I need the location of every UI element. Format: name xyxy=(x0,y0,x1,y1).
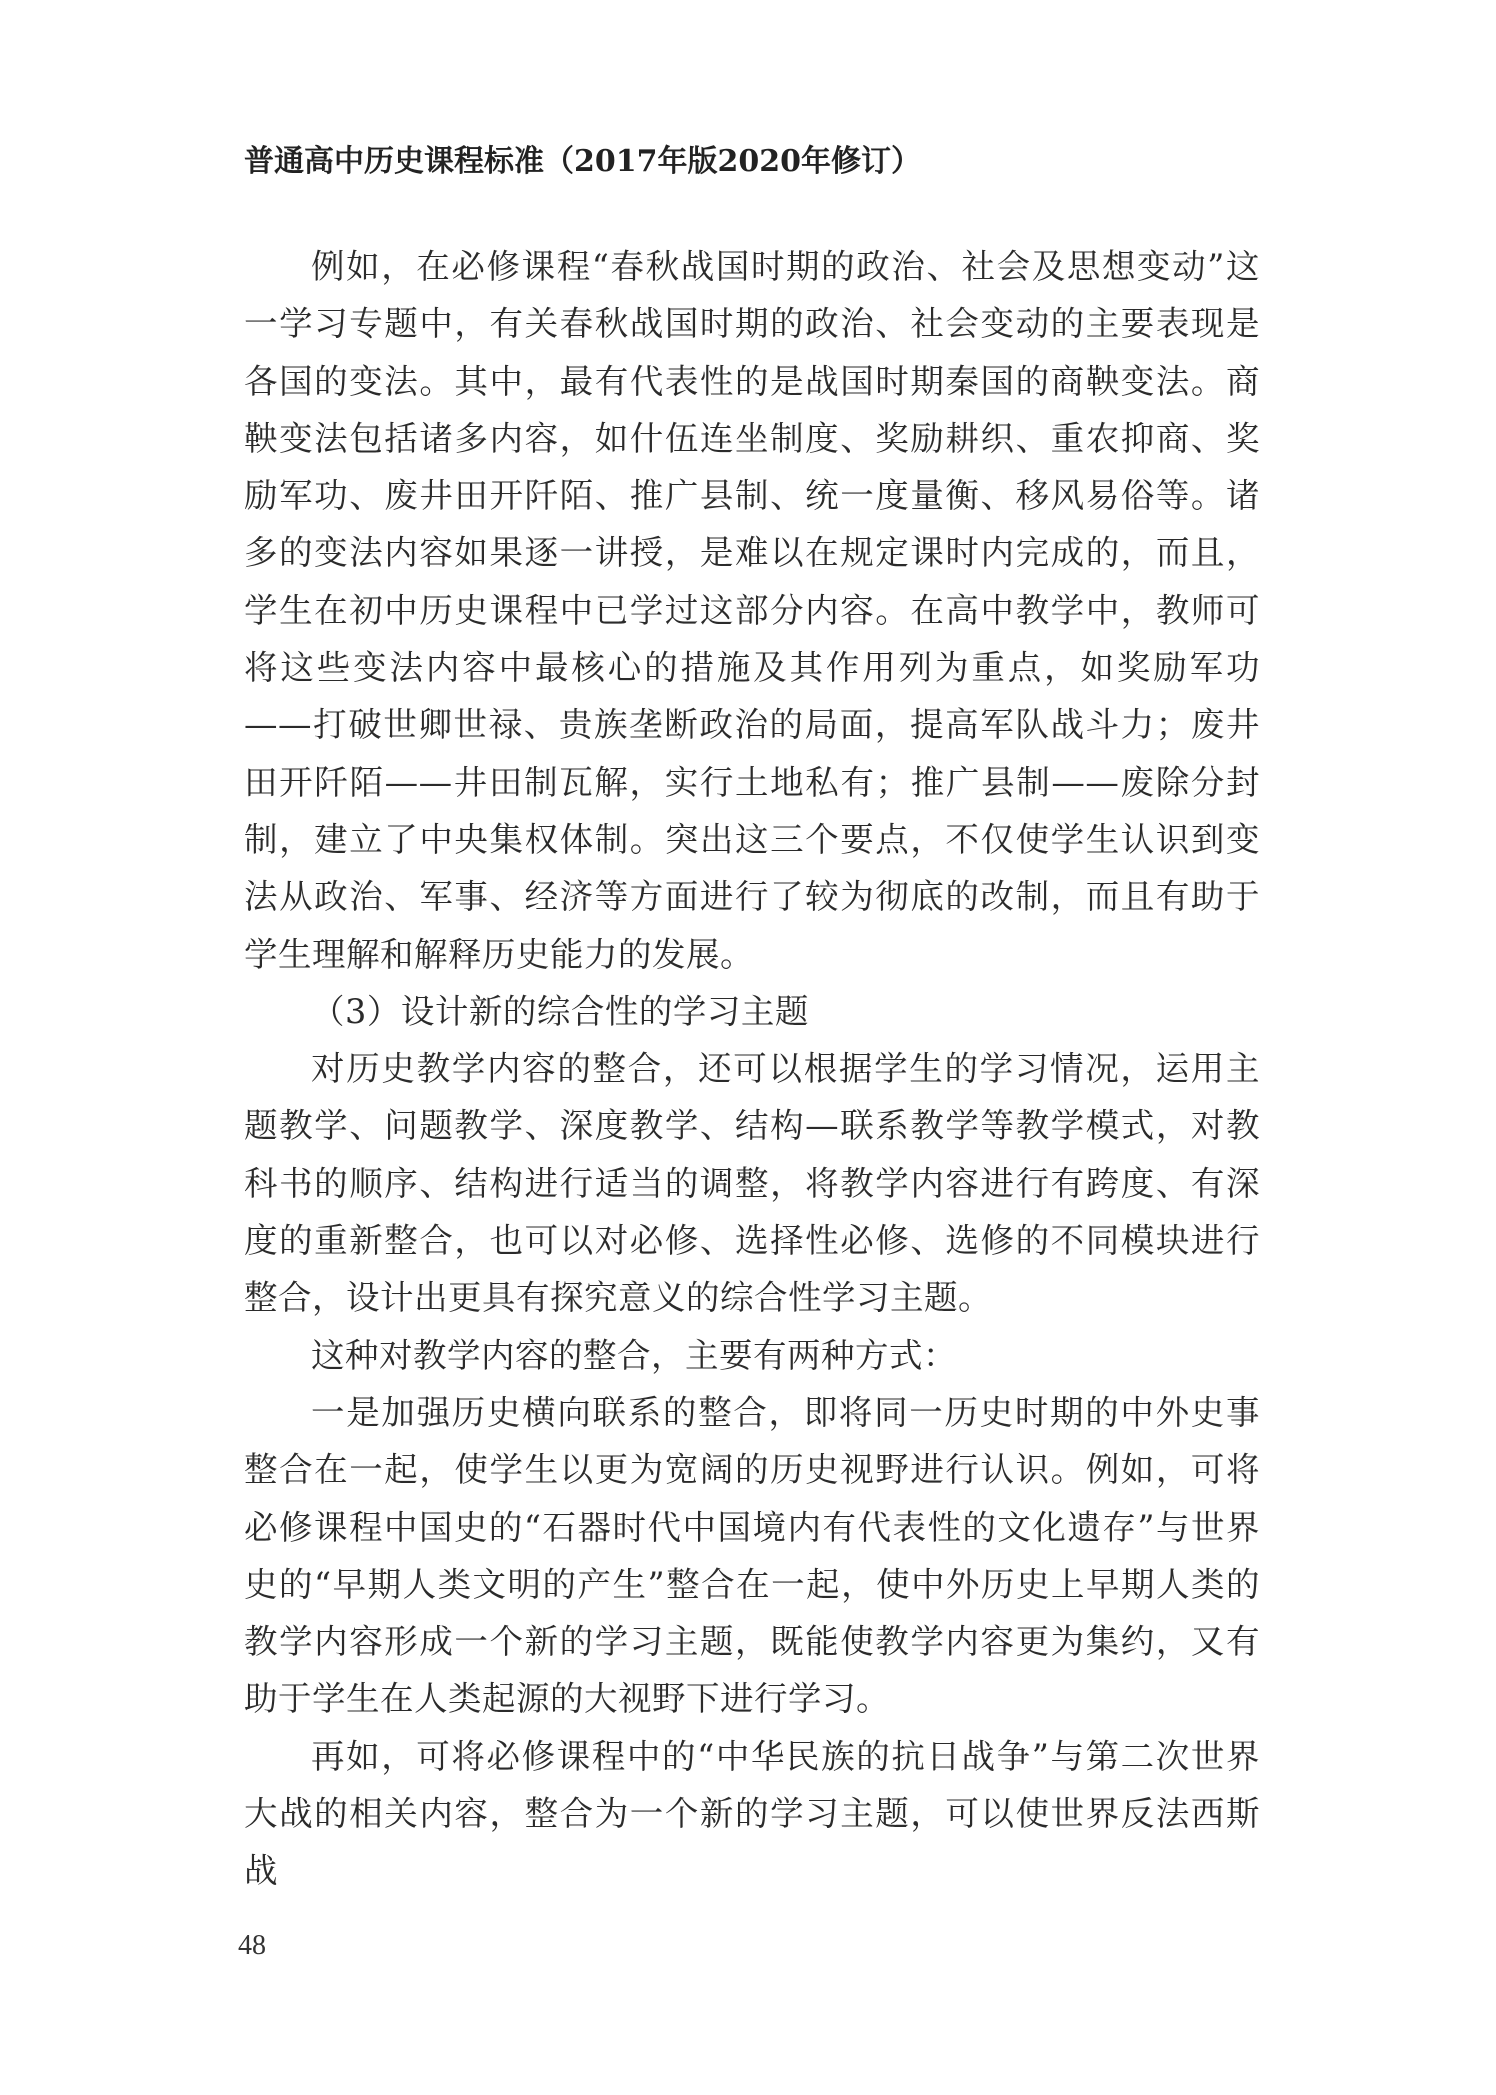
paragraph-two-methods: 这种对教学内容的整合，主要有两种方式： xyxy=(311,1335,957,1375)
section-heading-3: （3）设计新的综合性的学习主题 xyxy=(311,991,809,1031)
body-text xyxy=(244,238,1260,1900)
paragraph-integration: 对历史教学内容的整合，还可以根据学生的学习情况，运用主题教学、问题教学、深度教学、结构—联系教学等教学模式，对教科书的顺序、结构进行适当的调整，将教学内容进行有跨度、有深度的重新整合，也可以对必修、选择性必修、选修的不同模块进行整合，设计出更具有探究意义的综合性学习主题。 xyxy=(244,1049,1260,1318)
paragraph-shang-yang-example: 例如，在必修课程“春秋战国时期的政治、社会及思想变动”这一学习专题中，有关春秋战国时期的政治、社会变动的主要表现是各国的变法。其中，最有代表性的是战国时期秦国的商鞅变法。商鞅变法包括诸多内容，如什伍连坐制度、奖励耕织、重农抑商、奖励军功、废井田开阡陌、推广县制、统一度量衡、移风易俗等。诸多的变法内容如果逐一讲授，是难以在规定课时内完成的，而且，学生在初中历史课程中已学过这部分内容。在高中教学中，教师可将这些变法内容中最核心的措施及其作用列为重点，如奖励军功——打破世卿世禄、贵族垄断政治的局面，提高军队战斗力；废井田开阡陌——井田制瓦解，实行土地私有；推广县制——废除分封制，建立了中央集权体制。突出这三个要点，不仅使学生认识到变法从政治、军事、经济等方面进行了较为彻底的改制，而且有助于学生理解和解释历史能力的发展。 xyxy=(244,247,1260,974)
page-number: 48 xyxy=(238,1930,266,1961)
running-header: 普通高中历史课程标准（2017年版2020年修订） xyxy=(244,144,921,179)
paragraph-horizontal-link: 一是加强历史横向联系的整合，即将同一历史时期的中外史事整合在一起，使学生以更为宽阔的历史视野进行认识。例如，可将必修课程中国史的“石器时代中国境内有代表性的文化遗存”与世界史的“早期人类文明的产生”整合在一起，使中外历史上早期人类的教学内容形成一个新的学习主题，既能使教学内容更为集约，又有助于学生在人类起源的大视野下进行学习。 xyxy=(244,1392,1260,1719)
paragraph-another-example: 再如，可将必修课程中的“中华民族的抗日战争”与第二次世界大战的相关内容，整合为一个新的学习主题，可以使世界反法西斯战 xyxy=(244,1736,1260,1891)
